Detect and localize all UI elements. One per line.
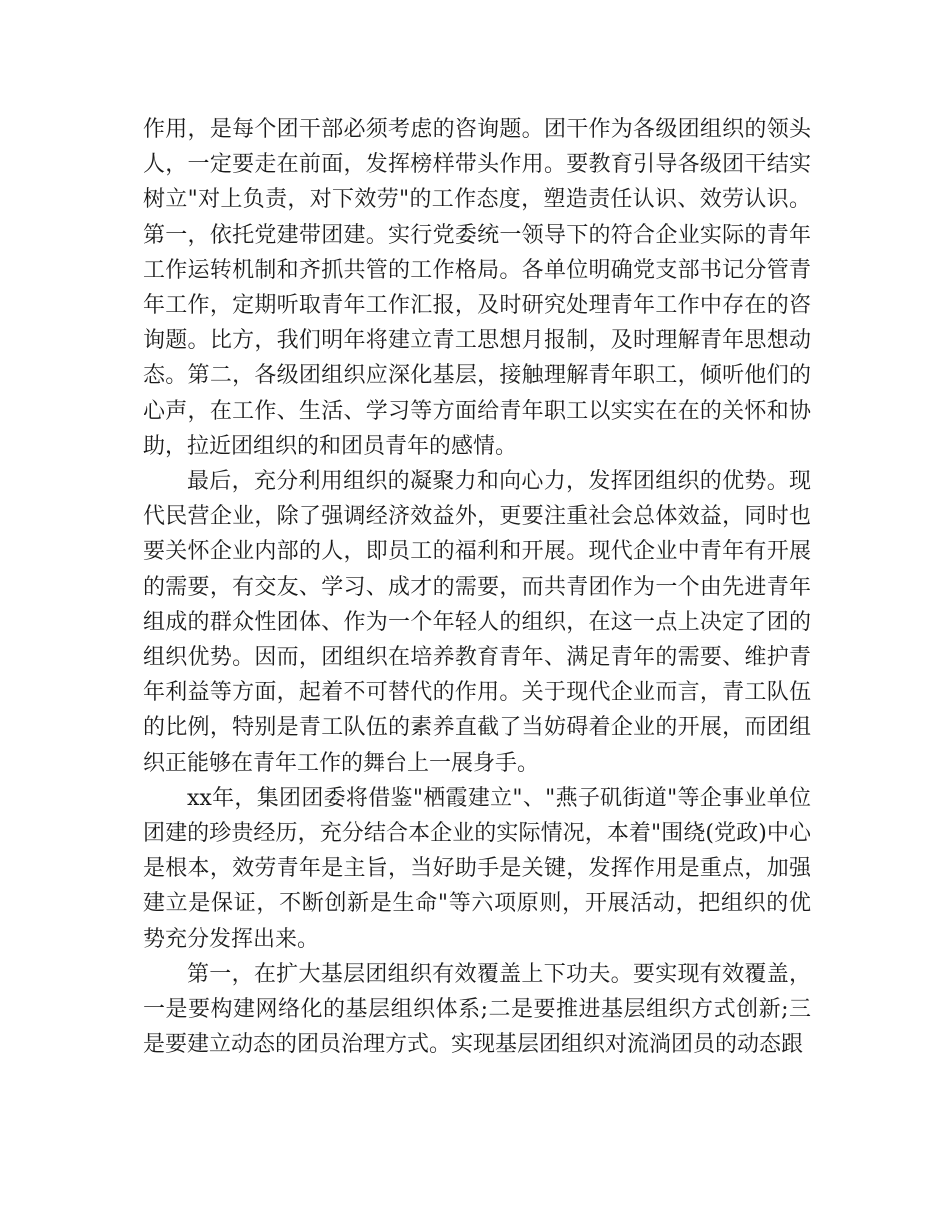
paragraph-2: 最后，充分利用组织的凝聚力和向心力，发挥团组织的优势。现代民营企业，除了强调经济效益外，更要注重社会总体效益，同时也要关怀企业内部的人，即员工的福利和开展。现代企业中青年有开展的需要，有交友、学习、成才的需要，而共青团作为一个由先进青年组成的群众性团体、作为一个年轻人的组织，在这一点上决定了团的组织优势。因而，团组织在培养教育青年、满足青年的需要、维护青年利益等方面，起着不可替代的作用。关于现代企业而言，青工队伍的比例，特别是青工队伍的素养直截了当妨碍着企业的开展，而团组织正能够在青年工作的舞台上一展身手。 [143, 469, 811, 776]
paragraph-3: xx年，集团团委将借鉴"栖霞建立"、"燕子矶街道"等企事业单位团建的珍贵经历，充分结合本企业的实际情况，本着"围绕(党政)中心是根本，效劳青年是主旨，当好助手是关键，发挥作用是重点，加强建立是保证，不断创新是生命"等六项原则，开展活动，把组织的优势充分发挥出来。 [143, 785, 811, 952]
paragraph-4: 第一，在扩大基层团组织有效覆盖上下功夫。要实现有效覆盖，一是要构建网络化的基层组织体系;二是要推进基层组织方式创新;三是要建立动态的团员治理方式。实现基层团组织对流淌团员的动态跟 [143, 961, 811, 1058]
document-body [143, 112, 811, 1062]
paragraph-1: 作用，是每个团干部必须考虑的咨询题。团干作为各级团组织的领头人，一定要走在前面，发挥榜样带头作用。要教育引导各级团干结实树立"对上负责，对下效劳"的工作态度，塑造责任认识、效劳认识。第一，依托党建带团建。实行党委统一领导下的符合企业实际的青年工作运转机制和齐抓共管的工作格局。各单位明确党支部书记分管青年工作，定期听取青年工作汇报，及时研究处理青年工作中存在的咨询题。比方，我们明年将建立青工思想月报制，及时理解青年思想动态。第二，各级团组织应深化基层，接触理解青年职工，倾听他们的心声，在工作、生活、学习等方面给青年职工以实实在在的关怀和协助，拉近团组织的和团员青年的感情。 [143, 117, 811, 459]
